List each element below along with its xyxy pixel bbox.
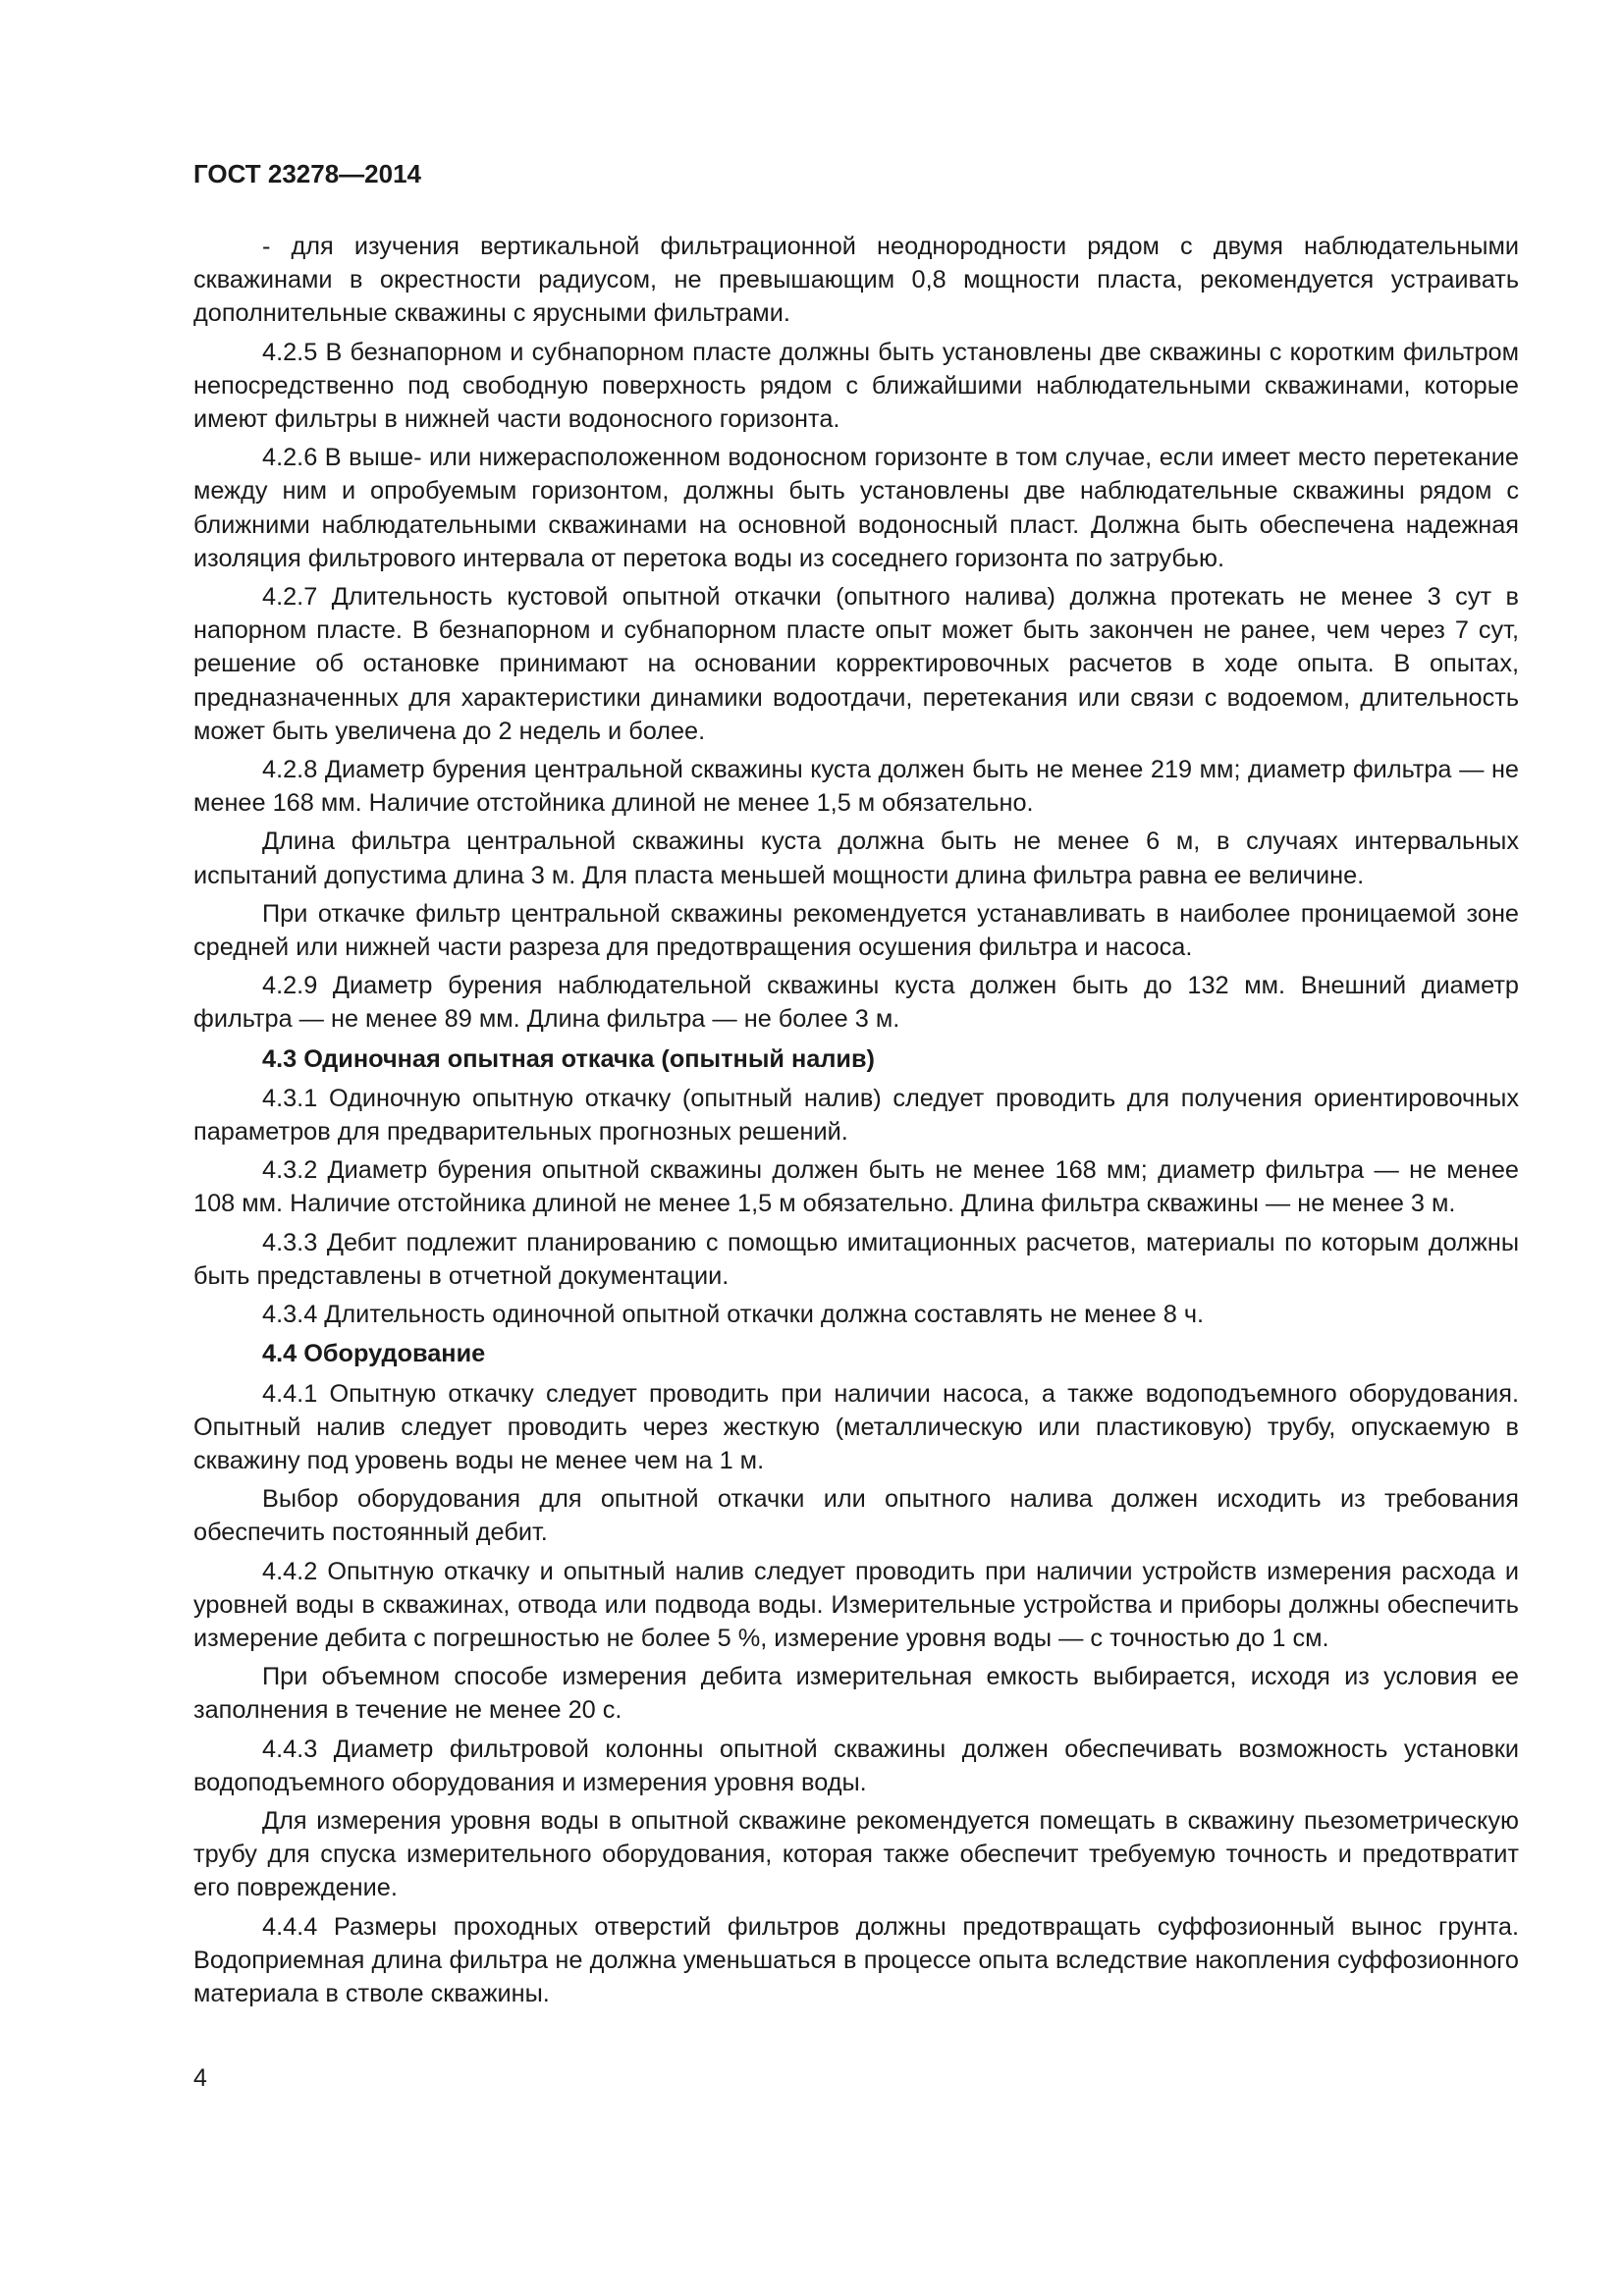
para-4-2-6: 4.2.6 В выше- или нижерасположенном водоносном горизонте в том случае, если имеет место перетекание между ним и опробуемым горизонтом, должны быть установлены две наблюдательные скважины рядом с ближними наблюдательными скважинами на основной водоносный пласт. Должна быть обеспечена надежная изоляция фильтрового интервала от перетока воды из соседнего горизонта по затрубью.: [193, 444, 1519, 572]
para-equipment-choice: Выбор оборудования для опытной откачки или опытного налива должен исходить из требования обеспечить постоянный дебит.: [193, 1485, 1519, 1547]
page-number: 4: [193, 2064, 207, 2092]
para-4-2-9: 4.2.9 Диаметр бурения наблюдательной скважины куста должен быть до 132 мм. Внешний диаметр фильтра — не менее 89 мм. Длина фильтра — не более 3 м.: [193, 972, 1519, 1034]
para-filter-length: Длина фильтра центральной скважины куста должна быть не менее 6 м, в случаях интервальных испытаний допустима длина 3 м. Для пласта меньшей мощности длина фильтра равна ее величине.: [193, 828, 1519, 889]
para-volumetric-method: При объемном способе измерения дебита измерительная емкость выбирается, исходя из условия ее заполнения в течение не менее 20 с.: [193, 1663, 1519, 1725]
para-4-3-1: 4.3.1 Одиночную опытную откачку (опытный налив) следует проводить для получения ориентировочных параметров для предварительных прогнозных решений.: [193, 1084, 1519, 1147]
document-body: [193, 230, 1519, 2010]
para-dash-vertical-filtration: - для изучения вертикальной фильтрационной неоднородности рядом с двумя наблюдательными скважинами в окрестности радиусом, не превышающим 0,8 мощности пласта, рекомендуется устраивать дополнительные скважины с ярусными фильтрами.: [193, 233, 1519, 328]
para-4-2-8: 4.2.8 Диаметр бурения центральной скважины куста должен быть не менее 219 мм; диаметр фильтра — не менее 168 мм. Наличие отстойника длиной не менее 1,5 м обязательно.: [193, 756, 1519, 818]
para-4-4-2: 4.4.2 Опытную откачку и опытный налив следует проводить при наличии устройств измерения расхода и уровней воды в скважинах, отвода или подвода воды. Измерительные устройства и приборы должны обеспечить измерение дебита с погрешностью не более 5 %, измерение уровня воды — с точностью до 1 см.: [193, 1557, 1519, 1652]
heading-4-3: 4.3 Одиночная опытная откачка (опытный налив): [262, 1044, 875, 1073]
para-4-3-3: 4.3.3 Дебит подлежит планированию с помощью имитационных расчетов, материалы по которым должны быть представлены в отчетной документации.: [193, 1228, 1519, 1290]
para-4-2-7: 4.2.7 Длительность кустовой опытной откачки (опытного налива) должна протекать не менее 3 сут в напорном пласте. В безнапорном и субнапорном пласте опыт может быть закончен не ранее, чем через 7 сут, решение об остановке принимают на основании корректировочных расчетов в ходе опыта. В опытах, предназначенных для характеристики динамики водоотдачи, перетекания или связи с водоемом, длительность может быть увеличена до 2 недель и более.: [193, 583, 1519, 745]
para-4-3-4: 4.3.4 Длительность одиночной опытной откачки должна составлять не менее 8 ч.: [262, 1301, 1205, 1329]
heading-4-4: 4.4 Оборудование: [262, 1340, 486, 1368]
document-standard-id: ГОСТ 23278—2014: [193, 159, 421, 188]
para-4-2-5: 4.2.5 В безнапорном и субнапорном пласте должны быть установлены две скважины с коротким фильтром непосредственно под свободную поверхность рядом с ближайшими наблюдательными скважинами, которые имеют фильтры в нижней части водоносного горизонта.: [193, 338, 1519, 434]
para-4-4-1: 4.4.1 Опытную откачку следует проводить при наличии насоса, а также водоподъемного оборудования. Опытный налив следует проводить через жесткую (металлическую или пластиковую) трубу, опускаемую в скважину под уровень воды не менее чем на 1 м.: [193, 1379, 1519, 1474]
para-piezometric-tube: Для измерения уровня воды в опытной скважине рекомендуется помещать в скважину пьезометрическую трубу для спуска измерительного оборудования, которая также обеспечит требуемую точность и предотвратит его повреждение.: [193, 1806, 1519, 1902]
para-4-3-2: 4.3.2 Диаметр бурения опытной скважины должен быть не менее 168 мм; диаметр фильтра — не менее 108 мм. Наличие отстойника длиной не менее 1,5 м обязательно. Длина фильтра скважины — не менее 3 м.: [193, 1156, 1519, 1218]
para-pumping-filter: При откачке фильтр центральной скважины рекомендуется устанавливать в наиболее проницаемой зоне средней или нижней части разреза для предотвращения осушения фильтра и насоса.: [193, 899, 1519, 962]
document-page: [193, 157, 1519, 2015]
para-4-4-4: 4.4.4 Размеры проходных отверстий фильтров должны предотвращать суффозионный вынос грунта. Водоприемная длина фильтра не должна уменьшаться в процессе опыта вследствие накопления суффозионного материала в стволе скважины.: [193, 1912, 1519, 2007]
para-4-4-3: 4.4.3 Диаметр фильтровой колонны опытной скважины должен обеспечивать возможность установки водоподъемного оборудования и измерения уровня воды.: [193, 1735, 1519, 1796]
